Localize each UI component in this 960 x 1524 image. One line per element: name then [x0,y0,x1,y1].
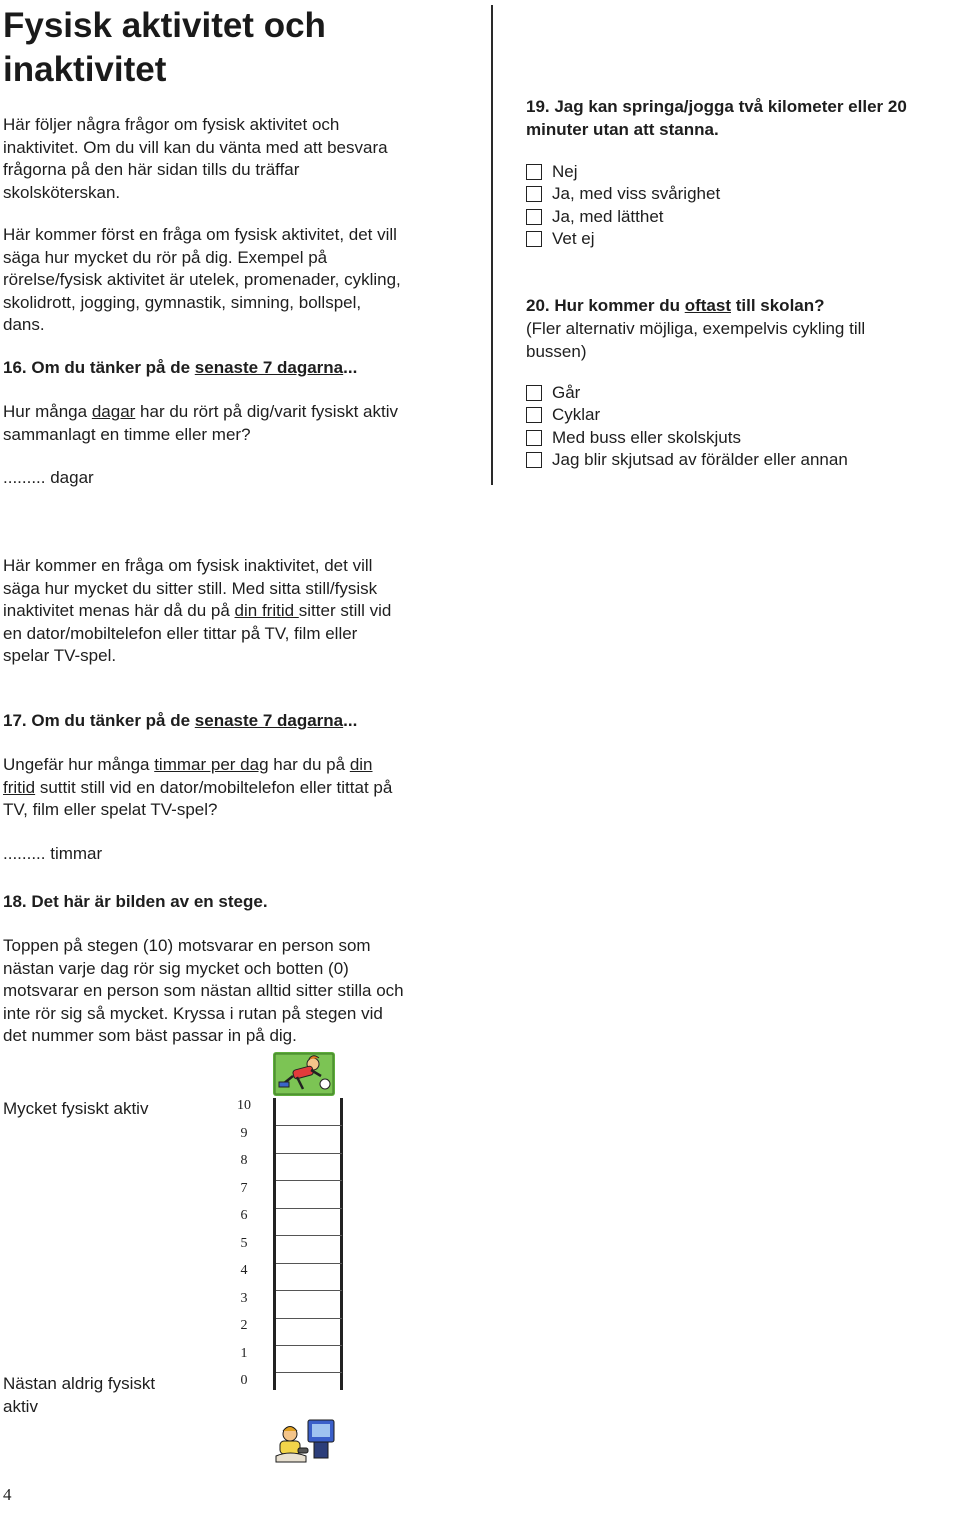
ladder-number-9[interactable]: 9 [240,1126,248,1141]
ladder-rung [276,1125,342,1126]
page-number: 4 [3,1485,12,1504]
ladder-top-label: Mycket fysiskt aktiv [3,1099,149,1118]
ladder-right-rail [340,1098,343,1390]
activity-intro-paragraph: Här kommer först en fråga om fysisk aktivitet, det vill säga hur mycket du rör på dig. Exempel på rörelse/fysisk aktivitet är utelek, promenader, cykling, skolidrott, jogging, gymnastik, simning, bollspel, dans. [3,225,401,334]
q20-option-gar[interactable]: Går [526,382,848,404]
ladder-number-7[interactable]: 7 [240,1181,248,1196]
question-16-answer-field[interactable]: ......... dagar [3,468,94,487]
title-line-1: Fysisk aktivitet och [3,6,326,45]
checkbox[interactable] [526,452,542,468]
question-20-heading: 20. Hur kommer du oftast till skolan? [526,296,825,315]
active-child-illustration [273,1052,335,1096]
ladder-rung [276,1208,342,1209]
question-19-options [526,161,720,250]
question-16-text: Hur många dagar har du rört på dig/varit fysiskt aktiv sammanlagt en timme eller mer? [3,402,398,444]
q19-option-vet-ej[interactable]: Vet ej [526,228,720,250]
checkbox[interactable] [526,231,542,247]
ladder-number-3[interactable]: 3 [240,1291,248,1306]
ladder-rung [276,1153,342,1154]
column-divider [491,5,493,485]
q20-option-buss[interactable]: Med buss eller skolskjuts [526,427,848,449]
ladder-rung [276,1263,342,1264]
ladder-number-5[interactable]: 5 [240,1236,248,1251]
question-17-answer-field[interactable]: ......... timmar [3,844,103,863]
question-18-description: Toppen på stegen (10) motsvarar en person som nästan varje dag rör sig mycket och botten (0) motsvarar en person som nästan alltid sitter stilla och inte rör sig så mycket. Kryssa i rutan på stegen vid det nummer som bäst passar in på dig. [3,936,404,1045]
question-20-hint: (Fler alternativ möjliga, exempelvis cykling till bussen) [526,319,866,361]
q19-option-viss-svarighet[interactable]: Ja, med viss svårighet [526,183,720,205]
question-19-heading: 19. Jag kan springa/jogga två kilometer eller 20 minuter utan att stanna. [526,97,907,139]
ladder-number-1[interactable]: 1 [240,1346,248,1361]
ladder-left-rail [273,1098,276,1390]
ladder-rung [276,1180,342,1181]
ladder-number-6[interactable]: 6 [240,1208,248,1223]
ladder-rung [276,1290,342,1291]
checkbox[interactable] [526,209,542,225]
page-title [3,4,473,92]
inactive-child-illustration [270,1418,340,1464]
ladder-number-10[interactable]: 10 [237,1098,251,1113]
ladder-rung [276,1235,342,1236]
inactivity-intro-paragraph: Här kommer en fråga om fysisk inaktivitet, det vill säga hur mycket du sitter still. Med sitta still/fysisk inaktivitet menas här då du på din fritid sitter still vid en dator/mobiltelefon eller tittar på TV, film eller spelar TV-spel. [3,556,392,665]
title-line-2: inaktivitet [3,50,167,89]
q20-option-cyklar[interactable]: Cyklar [526,404,848,426]
question-16-heading: 16. Om du tänker på de senaste 7 dagarna... [3,358,358,377]
checkbox[interactable] [526,430,542,446]
ladder-rung [276,1372,342,1373]
checkbox[interactable] [526,385,542,401]
gaming-kid-icon [270,1418,340,1464]
question-17-text: Ungefär hur många timmar per dag har du på din fritid suttit still vid en dator/mobiltelefon eller tittat på TV, film eller spelat TV-spel? [3,755,393,819]
checkbox[interactable] [526,186,542,202]
ladder-rung [276,1345,342,1346]
checkbox[interactable] [526,407,542,423]
ladder-rung [276,1318,342,1319]
checkbox[interactable] [526,164,542,180]
question-20-options [526,382,848,471]
q20-option-skjutsad[interactable]: Jag blir skjutsad av förälder eller annan [526,449,848,471]
question-18-heading: 18. Det här är bilden av en stege. [3,892,268,911]
q19-option-latthet[interactable]: Ja, med lätthet [526,206,720,228]
intro-paragraph: Här följer några frågor om fysisk aktivitet och inaktivitet. Om du vill kan du vänta med att besvara frågorna på den här sidan tills du träffar skolsköterskan. [3,115,388,202]
ladder-number-2[interactable]: 2 [240,1318,248,1333]
ladder-bottom-label: Nästan aldrig fysiskt aktiv [3,1374,156,1416]
question-17-heading: 17. Om du tänker på de senaste 7 dagarna... [3,711,358,730]
ladder-number-0[interactable]: 0 [240,1373,248,1388]
running-kid-icon [273,1052,335,1096]
q19-option-nej[interactable]: Nej [526,161,720,183]
ladder-number-8[interactable]: 8 [240,1153,248,1168]
ladder-number-4[interactable]: 4 [240,1263,248,1278]
